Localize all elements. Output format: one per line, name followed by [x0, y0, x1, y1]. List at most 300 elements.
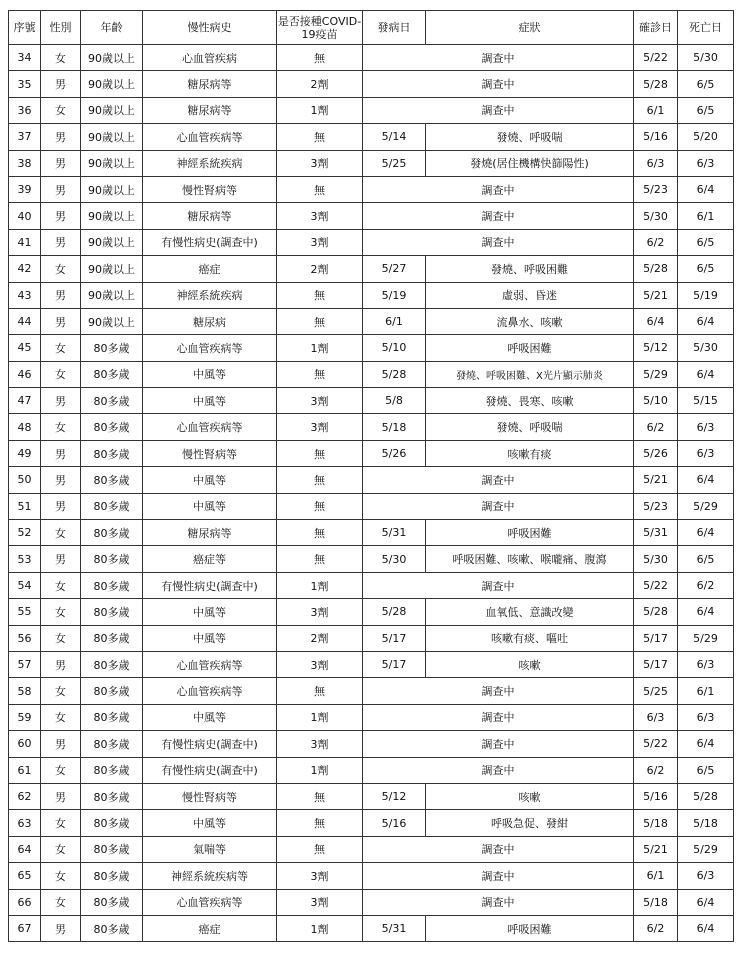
header-death-date: 死亡日 — [678, 11, 734, 45]
cell-chronic-history: 慢性腎病等 — [143, 440, 277, 466]
cell-symptoms: 調查中 — [363, 863, 634, 889]
cell-vaccination: 無 — [277, 520, 363, 546]
cell-symptoms: 咳嗽 — [426, 783, 634, 809]
cell-chronic-history: 有慢性病史(調查中) — [143, 572, 277, 598]
cell-seq: 57 — [9, 651, 41, 677]
cell-sex: 男 — [41, 229, 81, 255]
cell-confirm-date: 5/26 — [634, 440, 678, 466]
table-row — [9, 335, 734, 361]
cell-age: 80多歲 — [81, 704, 143, 730]
cell-death-date: 6/4 — [678, 467, 734, 493]
cell-confirm-date: 6/3 — [634, 704, 678, 730]
cell-age: 80多歲 — [81, 599, 143, 625]
cell-death-date: 6/2 — [678, 572, 734, 598]
cell-death-date: 5/19 — [678, 282, 734, 308]
cell-age: 80多歲 — [81, 440, 143, 466]
cell-death-date: 6/4 — [678, 599, 734, 625]
cell-chronic-history: 神經系統疾病 — [143, 282, 277, 308]
table-row — [9, 97, 734, 123]
case-table-wrapper — [8, 10, 734, 942]
cell-symptoms: 虛弱、昏迷 — [426, 282, 634, 308]
cell-vaccination: 3劑 — [277, 203, 363, 229]
cell-chronic-history: 慢性腎病等 — [143, 176, 277, 202]
cell-vaccination: 3劑 — [277, 863, 363, 889]
table-row — [9, 414, 734, 440]
table-row — [9, 229, 734, 255]
cell-age: 80多歲 — [81, 783, 143, 809]
cell-sex: 男 — [41, 651, 81, 677]
cell-vaccination: 無 — [277, 440, 363, 466]
cell-chronic-history: 慢性腎病等 — [143, 783, 277, 809]
cell-confirm-date: 5/21 — [634, 282, 678, 308]
cell-age: 80多歲 — [81, 836, 143, 862]
cell-chronic-history: 糖尿病 — [143, 308, 277, 334]
table-row — [9, 308, 734, 334]
table-row — [9, 493, 734, 519]
cell-seq: 44 — [9, 308, 41, 334]
table-row — [9, 440, 734, 466]
cell-vaccination: 1劑 — [277, 572, 363, 598]
cell-age: 80多歲 — [81, 520, 143, 546]
cell-confirm-date: 5/31 — [634, 520, 678, 546]
cell-vaccination: 無 — [277, 836, 363, 862]
cell-age: 80多歲 — [81, 467, 143, 493]
cell-chronic-history: 心血管疾病等 — [143, 124, 277, 150]
cell-age: 80多歲 — [81, 361, 143, 387]
cell-death-date: 6/5 — [678, 229, 734, 255]
cell-sex: 女 — [41, 678, 81, 704]
cell-confirm-date: 5/12 — [634, 335, 678, 361]
cell-sex: 女 — [41, 520, 81, 546]
cell-sex: 男 — [41, 282, 81, 308]
cell-vaccination: 1劑 — [277, 915, 363, 941]
table-row — [9, 45, 734, 71]
cell-vaccination: 無 — [277, 176, 363, 202]
cell-age: 80多歲 — [81, 388, 143, 414]
cell-sex: 女 — [41, 757, 81, 783]
cell-symptoms: 發燒、畏寒、咳嗽 — [426, 388, 634, 414]
cell-symptoms: 調查中 — [363, 71, 634, 97]
cell-age: 90歲以上 — [81, 229, 143, 255]
table-row — [9, 256, 734, 282]
cell-vaccination: 無 — [277, 810, 363, 836]
cell-confirm-date: 6/4 — [634, 308, 678, 334]
cell-confirm-date: 6/1 — [634, 97, 678, 123]
cell-confirm-date: 6/2 — [634, 757, 678, 783]
cell-onset-date: 5/19 — [363, 282, 426, 308]
cell-vaccination: 2劑 — [277, 625, 363, 651]
cell-age: 80多歲 — [81, 915, 143, 941]
cell-seq: 63 — [9, 810, 41, 836]
cell-seq: 38 — [9, 150, 41, 176]
cell-age: 90歲以上 — [81, 45, 143, 71]
cell-symptoms: 調查中 — [363, 97, 634, 123]
cell-seq: 65 — [9, 863, 41, 889]
cell-chronic-history: 神經系統疾病 — [143, 150, 277, 176]
cell-sex: 女 — [41, 45, 81, 71]
cell-symptoms: 發燒、呼吸困難、X光片顯示肺炎 — [426, 361, 634, 387]
cell-age: 90歲以上 — [81, 150, 143, 176]
table-row — [9, 889, 734, 915]
cell-sex: 男 — [41, 915, 81, 941]
cell-chronic-history: 中風等 — [143, 704, 277, 730]
cell-symptoms: 調查中 — [363, 493, 634, 519]
cell-chronic-history: 心血管疾病等 — [143, 335, 277, 361]
cell-symptoms: 調查中 — [363, 731, 634, 757]
cell-chronic-history: 有慢性病史(調查中) — [143, 757, 277, 783]
cell-confirm-date: 5/28 — [634, 599, 678, 625]
cell-confirm-date: 5/30 — [634, 203, 678, 229]
cell-age: 80多歲 — [81, 625, 143, 651]
cell-age: 90歲以上 — [81, 282, 143, 308]
cell-death-date: 5/18 — [678, 810, 734, 836]
cell-symptoms: 呼吸困難 — [426, 520, 634, 546]
table-body — [9, 45, 734, 942]
cell-sex: 男 — [41, 150, 81, 176]
cell-sex: 男 — [41, 546, 81, 572]
cell-onset-date: 5/28 — [363, 361, 426, 387]
cell-death-date: 6/3 — [678, 150, 734, 176]
cell-vaccination: 無 — [277, 783, 363, 809]
cell-seq: 34 — [9, 45, 41, 71]
cell-chronic-history: 心血管疾病 — [143, 45, 277, 71]
cell-death-date: 6/5 — [678, 71, 734, 97]
table-row — [9, 203, 734, 229]
cell-seq: 49 — [9, 440, 41, 466]
cell-confirm-date: 5/22 — [634, 572, 678, 598]
cell-death-date: 5/20 — [678, 124, 734, 150]
cell-confirm-date: 5/16 — [634, 124, 678, 150]
cell-age: 90歲以上 — [81, 256, 143, 282]
cell-confirm-date: 5/18 — [634, 810, 678, 836]
cell-symptoms: 發燒、呼吸喘 — [426, 414, 634, 440]
cell-symptoms: 發燒(居住機構快篩陽性) — [426, 150, 634, 176]
cell-vaccination: 無 — [277, 546, 363, 572]
cell-age: 90歲以上 — [81, 97, 143, 123]
cell-vaccination: 1劑 — [277, 704, 363, 730]
cell-vaccination: 3劑 — [277, 889, 363, 915]
cell-sex: 男 — [41, 467, 81, 493]
cell-onset-date: 6/1 — [363, 308, 426, 334]
cell-vaccination: 無 — [277, 678, 363, 704]
cell-symptoms: 調查中 — [363, 889, 634, 915]
cell-age: 90歲以上 — [81, 308, 143, 334]
table-row — [9, 388, 734, 414]
cell-confirm-date: 5/21 — [634, 836, 678, 862]
cell-chronic-history: 糖尿病等 — [143, 203, 277, 229]
cell-sex: 男 — [41, 440, 81, 466]
cell-confirm-date: 5/25 — [634, 678, 678, 704]
cell-seq: 45 — [9, 335, 41, 361]
table-row — [9, 651, 734, 677]
cell-death-date: 6/4 — [678, 731, 734, 757]
cell-death-date: 6/1 — [678, 203, 734, 229]
table-header — [9, 11, 734, 45]
header-vaccination: 是否接種COVID-19疫苗 — [277, 11, 363, 45]
cell-confirm-date: 5/22 — [634, 45, 678, 71]
cell-confirm-date: 6/2 — [634, 229, 678, 255]
cell-chronic-history: 中風等 — [143, 493, 277, 519]
cell-sex: 男 — [41, 308, 81, 334]
cell-death-date: 6/5 — [678, 97, 734, 123]
cell-confirm-date: 5/10 — [634, 388, 678, 414]
cell-vaccination: 3劑 — [277, 229, 363, 255]
death-cases-table — [8, 10, 734, 942]
cell-age: 90歲以上 — [81, 203, 143, 229]
cell-vaccination: 2劑 — [277, 256, 363, 282]
cell-sex: 女 — [41, 810, 81, 836]
header-symptoms: 症狀 — [426, 11, 634, 45]
cell-symptoms: 調查中 — [363, 757, 634, 783]
cell-confirm-date: 5/30 — [634, 546, 678, 572]
cell-seq: 37 — [9, 124, 41, 150]
cell-age: 80多歲 — [81, 810, 143, 836]
header-row — [9, 11, 734, 45]
cell-onset-date: 5/14 — [363, 124, 426, 150]
cell-death-date: 6/3 — [678, 440, 734, 466]
cell-seq: 64 — [9, 836, 41, 862]
header-onset-date: 發病日 — [363, 11, 426, 45]
cell-chronic-history: 糖尿病等 — [143, 97, 277, 123]
cell-symptoms: 呼吸困難、咳嗽、喉嚨痛、腹瀉 — [426, 546, 634, 572]
table-row — [9, 810, 734, 836]
cell-sex: 女 — [41, 625, 81, 651]
cell-vaccination: 3劑 — [277, 731, 363, 757]
cell-sex: 女 — [41, 836, 81, 862]
header-seq: 序號 — [9, 11, 41, 45]
cell-age: 90歲以上 — [81, 71, 143, 97]
cell-age: 80多歲 — [81, 863, 143, 889]
table-row — [9, 863, 734, 889]
cell-death-date: 6/3 — [678, 863, 734, 889]
cell-seq: 60 — [9, 731, 41, 757]
cell-onset-date: 5/28 — [363, 599, 426, 625]
cell-seq: 50 — [9, 467, 41, 493]
cell-age: 80多歲 — [81, 889, 143, 915]
cell-death-date: 6/1 — [678, 678, 734, 704]
cell-death-date: 5/30 — [678, 45, 734, 71]
cell-death-date: 6/3 — [678, 704, 734, 730]
cell-vaccination: 3劑 — [277, 388, 363, 414]
cell-onset-date: 5/31 — [363, 520, 426, 546]
cell-vaccination: 3劑 — [277, 651, 363, 677]
cell-death-date: 6/5 — [678, 256, 734, 282]
cell-chronic-history: 中風等 — [143, 388, 277, 414]
table-row — [9, 361, 734, 387]
cell-symptoms: 咳嗽有痰 — [426, 440, 634, 466]
cell-chronic-history: 癌症 — [143, 256, 277, 282]
cell-confirm-date: 5/23 — [634, 176, 678, 202]
cell-vaccination: 無 — [277, 361, 363, 387]
cell-vaccination: 無 — [277, 467, 363, 493]
cell-chronic-history: 糖尿病等 — [143, 71, 277, 97]
cell-onset-date: 5/8 — [363, 388, 426, 414]
cell-chronic-history: 中風等 — [143, 361, 277, 387]
header-sex: 性別 — [41, 11, 81, 45]
cell-sex: 女 — [41, 889, 81, 915]
cell-symptoms: 呼吸困難 — [426, 335, 634, 361]
table-row — [9, 520, 734, 546]
cell-age: 80多歲 — [81, 678, 143, 704]
cell-confirm-date: 5/29 — [634, 361, 678, 387]
table-row — [9, 836, 734, 862]
cell-sex: 男 — [41, 388, 81, 414]
cell-chronic-history: 心血管疾病等 — [143, 889, 277, 915]
header-confirm-date: 確診日 — [634, 11, 678, 45]
cell-chronic-history: 神經系統疾病等 — [143, 863, 277, 889]
cell-seq: 46 — [9, 361, 41, 387]
cell-onset-date: 5/30 — [363, 546, 426, 572]
cell-sex: 女 — [41, 572, 81, 598]
cell-death-date: 6/5 — [678, 757, 734, 783]
cell-vaccination: 3劑 — [277, 599, 363, 625]
table-row — [9, 176, 734, 202]
cell-symptoms: 咳嗽有痰、嘔吐 — [426, 625, 634, 651]
cell-seq: 54 — [9, 572, 41, 598]
table-row — [9, 678, 734, 704]
cell-symptoms: 調查中 — [363, 836, 634, 862]
cell-onset-date: 5/31 — [363, 915, 426, 941]
cell-seq: 35 — [9, 71, 41, 97]
cell-chronic-history: 中風等 — [143, 810, 277, 836]
cell-age: 80多歲 — [81, 731, 143, 757]
cell-chronic-history: 中風等 — [143, 467, 277, 493]
header-age: 年齡 — [81, 11, 143, 45]
cell-chronic-history: 中風等 — [143, 625, 277, 651]
cell-death-date: 6/4 — [678, 361, 734, 387]
cell-onset-date: 5/17 — [363, 625, 426, 651]
table-row — [9, 704, 734, 730]
cell-seq: 59 — [9, 704, 41, 730]
cell-seq: 43 — [9, 282, 41, 308]
cell-symptoms: 調查中 — [363, 45, 634, 71]
cell-age: 80多歲 — [81, 757, 143, 783]
cell-confirm-date: 5/28 — [634, 71, 678, 97]
table-row — [9, 282, 734, 308]
cell-chronic-history: 有慢性病史(調查中) — [143, 731, 277, 757]
cell-confirm-date: 5/22 — [634, 731, 678, 757]
table-row — [9, 915, 734, 941]
cell-seq: 62 — [9, 783, 41, 809]
cell-seq: 47 — [9, 388, 41, 414]
cell-onset-date: 5/16 — [363, 810, 426, 836]
table-row — [9, 625, 734, 651]
cell-vaccination: 無 — [277, 124, 363, 150]
cell-symptoms: 咳嗽 — [426, 651, 634, 677]
cell-vaccination: 1劑 — [277, 335, 363, 361]
cell-seq: 55 — [9, 599, 41, 625]
cell-death-date: 5/29 — [678, 625, 734, 651]
cell-chronic-history: 心血管疾病等 — [143, 414, 277, 440]
cell-death-date: 6/4 — [678, 915, 734, 941]
table-row — [9, 783, 734, 809]
cell-seq: 66 — [9, 889, 41, 915]
cell-symptoms: 調查中 — [363, 704, 634, 730]
cell-confirm-date: 5/16 — [634, 783, 678, 809]
cell-seq: 53 — [9, 546, 41, 572]
cell-death-date: 6/4 — [678, 889, 734, 915]
cell-confirm-date: 5/17 — [634, 651, 678, 677]
table-row — [9, 572, 734, 598]
cell-seq: 67 — [9, 915, 41, 941]
cell-symptoms: 調查中 — [363, 572, 634, 598]
cell-symptoms: 調查中 — [363, 203, 634, 229]
cell-death-date: 5/29 — [678, 493, 734, 519]
cell-onset-date: 5/25 — [363, 150, 426, 176]
cell-onset-date: 5/18 — [363, 414, 426, 440]
cell-onset-date: 5/17 — [363, 651, 426, 677]
cell-symptoms: 調查中 — [363, 176, 634, 202]
cell-vaccination: 無 — [277, 282, 363, 308]
cell-seq: 40 — [9, 203, 41, 229]
cell-symptoms: 調查中 — [363, 678, 634, 704]
cell-age: 80多歲 — [81, 493, 143, 519]
table-row — [9, 731, 734, 757]
cell-chronic-history: 氣喘等 — [143, 836, 277, 862]
cell-age: 90歲以上 — [81, 124, 143, 150]
cell-seq: 36 — [9, 97, 41, 123]
cell-sex: 女 — [41, 335, 81, 361]
cell-confirm-date: 5/21 — [634, 467, 678, 493]
cell-chronic-history: 癌症等 — [143, 546, 277, 572]
cell-symptoms: 呼吸困難 — [426, 915, 634, 941]
cell-symptoms: 發燒、呼吸困難 — [426, 256, 634, 282]
cell-symptoms: 血氧低、意識改變 — [426, 599, 634, 625]
cell-seq: 61 — [9, 757, 41, 783]
cell-sex: 女 — [41, 704, 81, 730]
cell-age: 80多歲 — [81, 414, 143, 440]
cell-sex: 男 — [41, 203, 81, 229]
cell-age: 90歲以上 — [81, 176, 143, 202]
cell-death-date: 6/3 — [678, 651, 734, 677]
cell-chronic-history: 癌症 — [143, 915, 277, 941]
cell-sex: 女 — [41, 599, 81, 625]
cell-sex: 女 — [41, 361, 81, 387]
cell-vaccination: 無 — [277, 45, 363, 71]
cell-death-date: 6/4 — [678, 176, 734, 202]
table-row — [9, 124, 734, 150]
cell-confirm-date: 6/2 — [634, 915, 678, 941]
cell-seq: 52 — [9, 520, 41, 546]
header-chronic-history: 慢性病史 — [143, 11, 277, 45]
table-row — [9, 599, 734, 625]
cell-symptoms: 調查中 — [363, 229, 634, 255]
cell-vaccination: 1劑 — [277, 97, 363, 123]
cell-death-date: 5/28 — [678, 783, 734, 809]
cell-seq: 56 — [9, 625, 41, 651]
cell-confirm-date: 6/1 — [634, 863, 678, 889]
cell-sex: 男 — [41, 176, 81, 202]
cell-vaccination: 無 — [277, 308, 363, 334]
table-row — [9, 467, 734, 493]
cell-death-date: 6/3 — [678, 414, 734, 440]
cell-onset-date: 5/26 — [363, 440, 426, 466]
cell-confirm-date: 6/2 — [634, 414, 678, 440]
cell-death-date: 6/4 — [678, 520, 734, 546]
cell-age: 80多歲 — [81, 572, 143, 598]
cell-seq: 39 — [9, 176, 41, 202]
cell-death-date: 6/4 — [678, 308, 734, 334]
cell-confirm-date: 5/17 — [634, 625, 678, 651]
cell-confirm-date: 5/18 — [634, 889, 678, 915]
cell-onset-date: 5/27 — [363, 256, 426, 282]
table-row — [9, 71, 734, 97]
cell-sex: 女 — [41, 97, 81, 123]
cell-chronic-history: 中風等 — [143, 599, 277, 625]
cell-sex: 女 — [41, 863, 81, 889]
cell-death-date: 6/5 — [678, 546, 734, 572]
cell-vaccination: 1劑 — [277, 757, 363, 783]
